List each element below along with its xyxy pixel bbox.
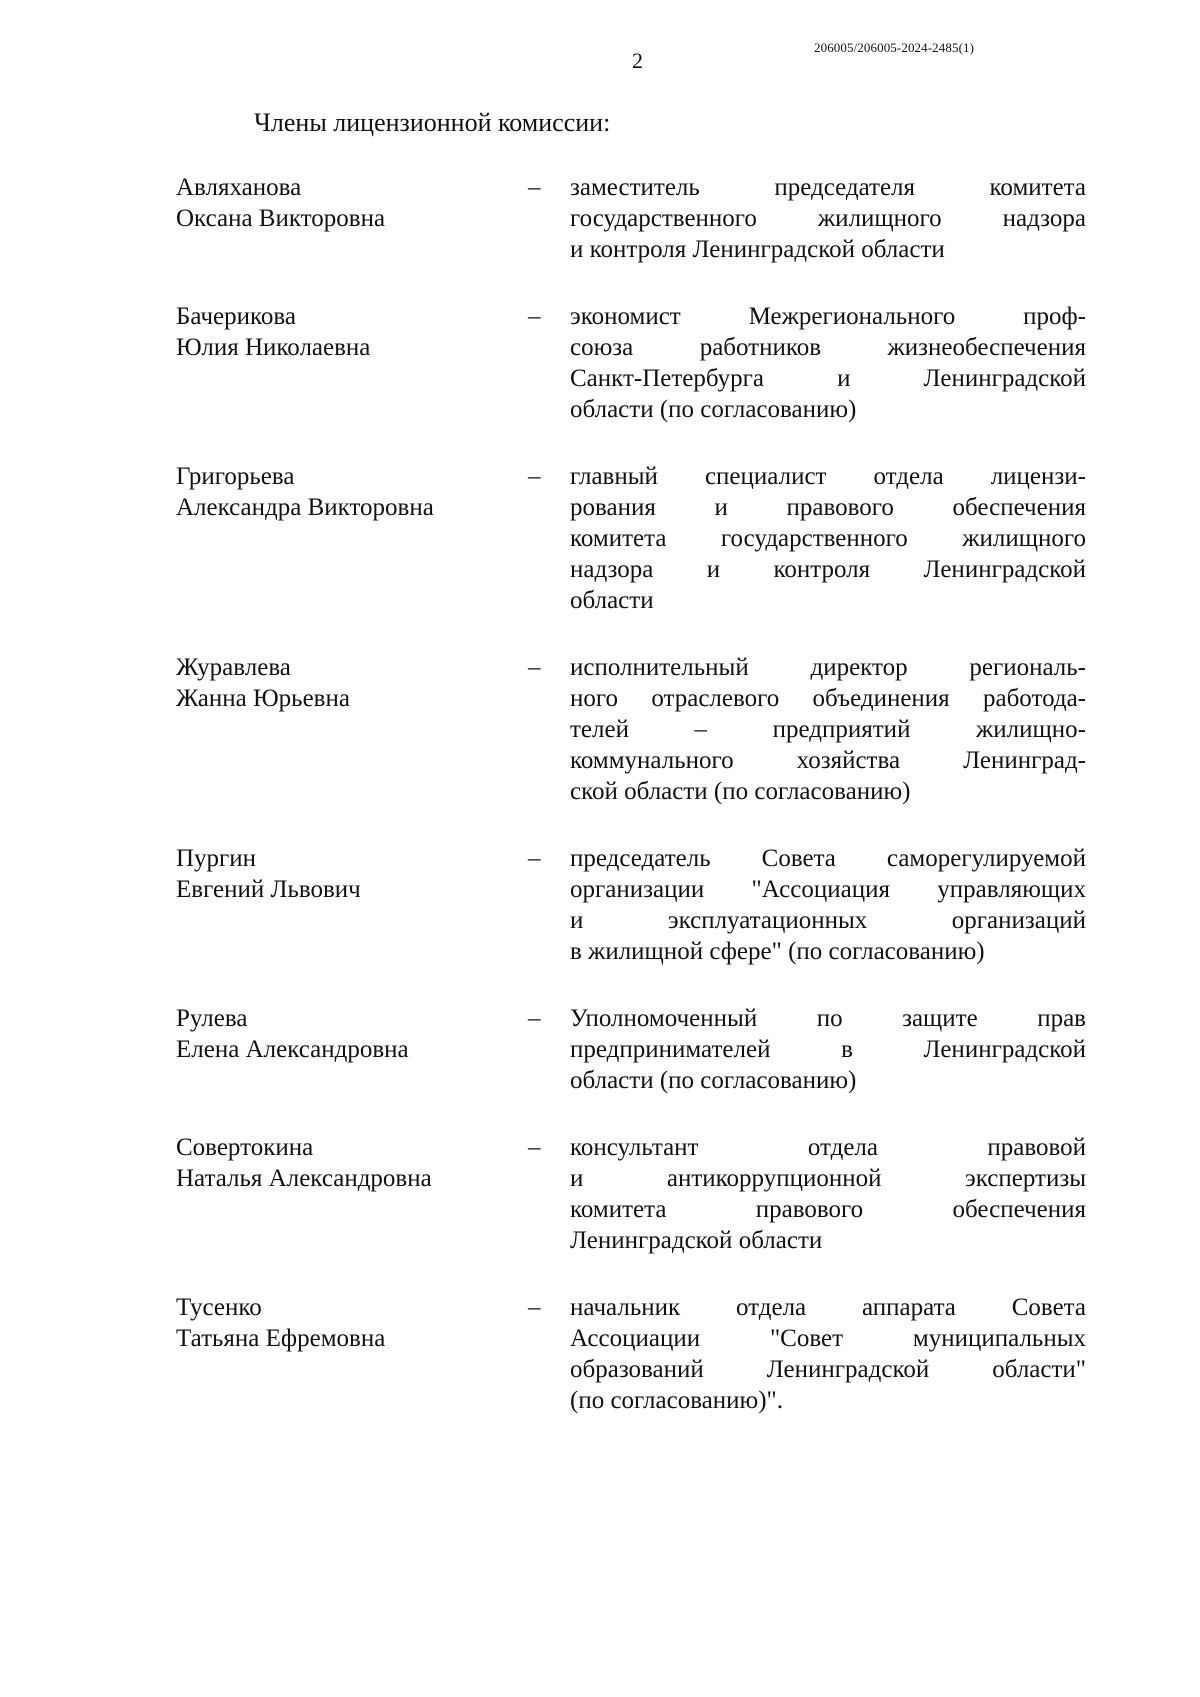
member-dash: – [528,845,541,872]
member-role-line: области (по согласованию) [570,1067,857,1094]
member-role-line: и антикоррупционной экспертизы [570,1165,1086,1192]
members-list [176,172,1086,1452]
member-given: Наталья Александровна [176,1165,432,1192]
member-role-line: начальник отдела аппарата Совета [570,1294,1086,1321]
member-role-line: (по согласованию)". [570,1387,783,1414]
member-surname: Тусенко [176,1294,262,1321]
member-given: Александра Викторовна [176,494,434,521]
member-role-line: надзора и контроля Ленинградской [570,556,1086,583]
member-given: Жанна Юрьевна [176,685,350,712]
member-dash: – [528,174,541,201]
member-dash: – [528,654,541,681]
member-row [176,1132,1086,1256]
member-surname: Авляханова [176,174,302,201]
member-role [570,1132,1086,1256]
member-surname: Рулева [176,1005,248,1032]
member-name [176,843,528,905]
member-given: Елена Александровна [176,1036,409,1063]
member-role [570,652,1086,807]
member-role [570,172,1086,265]
member-row [176,652,1086,807]
member-dash: – [528,303,541,330]
member-given: Евгений Львович [176,876,361,903]
member-role-line: образований Ленинградской области" [570,1356,1086,1383]
member-role-line: ской области (по согласованию) [570,778,911,805]
member-surname: Совертокина [176,1134,314,1161]
member-row [176,1003,1086,1096]
member-name [176,301,528,363]
member-name [176,461,528,523]
member-row [176,843,1086,967]
member-role-line: предпринимателей в Ленинградской [570,1036,1086,1063]
member-surname: Журавлева [176,654,291,681]
member-name [176,172,528,234]
member-role-line: и эксплуатационных организаций [570,907,1086,934]
member-given: Юлия Николаевна [176,334,371,361]
member-role-line: Ассоциации "Совет муниципальных [570,1325,1086,1352]
member-role-line: главный специалист отдела лицензи- [570,463,1086,490]
member-role-line: в жилищной сфере" (по согласованию) [570,938,985,965]
member-role-line: коммунального хозяйства Ленинград- [570,747,1086,774]
member-name [176,1003,528,1065]
member-role-line: заместитель председателя комитета [570,174,1086,201]
page-number: 2 [632,48,643,73]
member-row [176,301,1086,425]
member-role-line: области [570,587,654,614]
member-surname: Григорьева [176,463,295,490]
member-dash: – [528,1294,541,1321]
member-given: Татьяна Ефремовна [176,1325,386,1352]
member-role-line: консультант отдела правовой [570,1134,1086,1161]
member-name [176,1292,528,1354]
member-role-line: организации "Ассоциация управляющих [570,876,1086,903]
member-role-line: области (по согласованию) [570,396,857,423]
member-role-line: председатель Совета саморегулируемой [570,845,1086,872]
member-role-line: Уполномоченный по защите прав [570,1005,1086,1032]
member-role [570,843,1086,967]
member-dash: – [528,463,541,490]
member-role-line: Ленинградской области [570,1227,823,1254]
member-role-line: рования и правового обеспечения [570,494,1086,521]
member-role-line: Санкт-Петербурга и Ленинградской [570,365,1086,392]
member-role-line: телей – предприятий жилищно- [570,716,1086,743]
member-name [176,1132,528,1194]
member-name [176,652,528,714]
member-row [176,172,1086,265]
member-role-line: и контроля Ленинградской области [570,236,945,263]
member-role-line: комитета государственного жилищного [570,525,1086,552]
member-role-line: исполнительный директор региональ- [570,654,1086,681]
section-heading: Члены лицензионной комиссии: [254,108,611,137]
member-role [570,1292,1086,1416]
member-given: Оксана Викторовна [176,205,386,232]
member-role [570,1003,1086,1096]
member-role-line: экономист Межрегионального проф- [570,303,1086,330]
member-surname: Пургин [176,845,257,872]
member-dash: – [528,1134,541,1161]
member-role-line: ного отраслевого объединения работода- [570,685,1086,712]
member-role-line: комитета правового обеспечения [570,1196,1086,1223]
member-surname: Бачерикова [176,303,296,330]
member-row [176,1292,1086,1416]
document-id: 206005/206005-2024-2485(1) [814,40,975,55]
member-role [570,461,1086,616]
member-role-line: союза работников жизнеобеспечения [570,334,1086,361]
member-role-line: государственного жилищного надзора [570,205,1086,232]
member-role [570,301,1086,425]
member-row [176,461,1086,616]
member-dash: – [528,1005,541,1032]
